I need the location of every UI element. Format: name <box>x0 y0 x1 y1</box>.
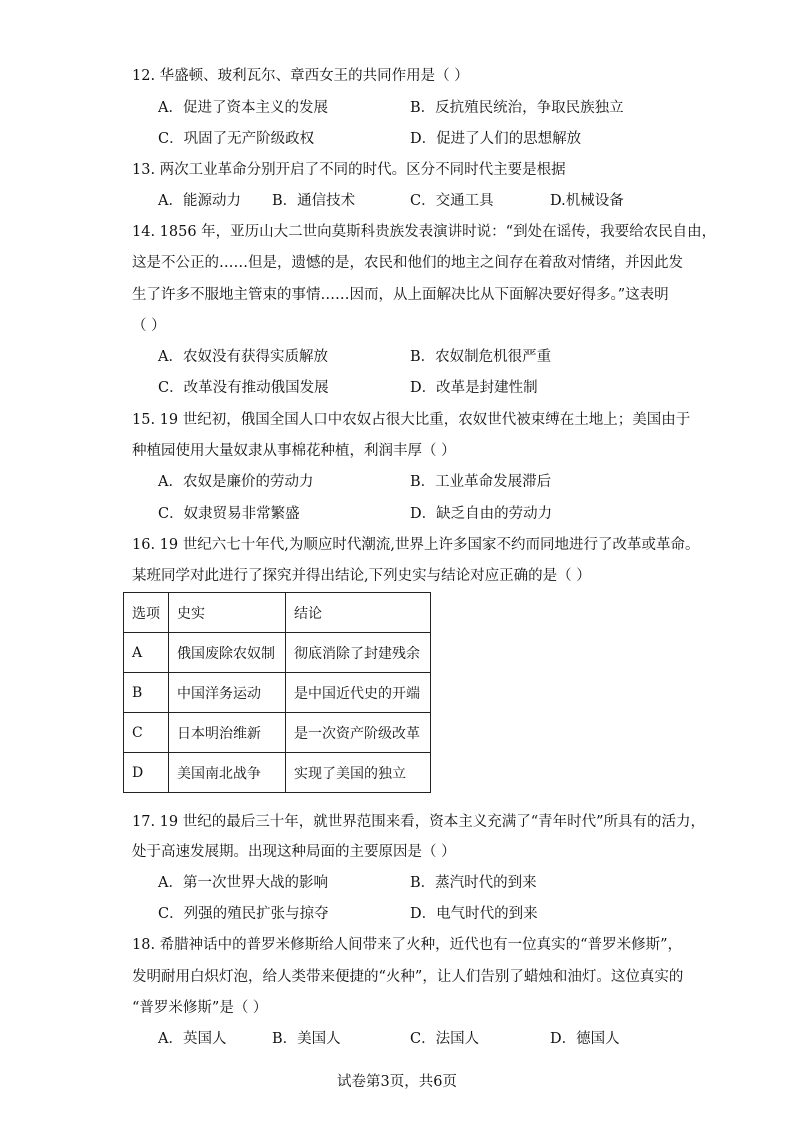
q18-stem-line1: 18. 希腊神话中的普罗米修斯给人间带来了火种，近代也有一位真实的“普罗米修斯”， <box>132 937 682 953</box>
table-cell: 是中国近代史的开端 <box>286 673 431 713</box>
table-cell: 彻底消除了封建残余 <box>286 633 431 673</box>
table-header-row <box>124 593 431 633</box>
q15-option-c: C．奴隶贸易非常繁盛 <box>158 506 300 522</box>
q13-stem: 13. 两次工业革命分别开启了不同的时代。区分不同时代主要是根据 <box>132 162 566 178</box>
q14-stem-line2: 这是不公正的……但是，遗憾的是，农民和他们的地主之间存在着敌对情绪，并因此发 <box>132 255 683 271</box>
q18-option-d: D．德国人 <box>550 1031 620 1047</box>
table-header-cell: 史实 <box>169 593 286 633</box>
table-cell: A <box>124 633 169 673</box>
q13-option-c: C．交通工具 <box>410 193 494 209</box>
q14-stem-line3: 生了许多不服地主管束的事情……因而，从上面解决比从下面解决要好得多。”这表明 <box>132 287 669 303</box>
q13-option-a: A．能源动力 <box>158 193 241 209</box>
page-footer: 试卷第3页，共6页 <box>337 1074 457 1090</box>
table-cell: C <box>124 713 169 753</box>
q12-option-a: A．促进了资本主义的发展 <box>158 100 328 116</box>
table-cell: 实现了美国的独立 <box>286 753 431 793</box>
q18-stem-line3: “普罗米修斯”是（ ） <box>132 1000 268 1016</box>
q18-stem-line2: 发明耐用白炽灯泡，给人类带来便捷的“火种”，让人们告别了蜡烛和油灯。这位真实的 <box>132 969 684 985</box>
q18-option-c: C．法国人 <box>410 1031 480 1047</box>
q14-stem-line1: 14. 1856 年，亚历山大二世向莫斯科贵族发表演讲时说：“到处在谣传，我要给农民自由， <box>132 224 717 240</box>
q17-option-a: A．第一次世界大战的影响 <box>158 875 328 891</box>
table-row <box>124 633 431 673</box>
table-cell: 俄国废除农奴制 <box>169 633 286 673</box>
q16-table <box>123 592 431 793</box>
table-row <box>124 673 431 713</box>
q12-option-d: D．促进了人们的思想解放 <box>410 131 582 147</box>
q14-option-b: B．农奴制危机很严重 <box>410 349 552 365</box>
q14-option-d: D．改革是封建性制 <box>410 380 538 396</box>
q17-option-b: B．蒸汽时代的到来 <box>410 875 537 891</box>
q16-stem-line2: 某班同学对此进行了探究并得出结论,下列史实与结论对应正确的是（ ） <box>132 568 591 584</box>
q15-stem-line1: 15. 19 世纪初，俄国全国人口中农奴占很大比重，农奴世代被束缚在土地上；美国由于 <box>132 412 691 428</box>
table-cell: 美国南北战争 <box>169 753 286 793</box>
q18-option-b: B．美国人 <box>272 1031 341 1047</box>
q15-stem-line2: 种植园使用大量奴隶从事棉花种植，利润丰厚（ ） <box>132 443 456 459</box>
q12-stem: 12. 华盛顿、玻利瓦尔、章西女王的共同作用是（ ） <box>132 68 469 84</box>
table-cell: D <box>124 753 169 793</box>
q14-option-c: C．改革没有推动俄国发展 <box>158 380 329 396</box>
q13-option-d: D.机械设备 <box>550 193 624 209</box>
table-row <box>124 753 431 793</box>
table-header-cell: 结论 <box>286 593 431 633</box>
table-cell: 日本明治维新 <box>169 713 286 753</box>
q18-option-a: A．英国人 <box>158 1031 227 1047</box>
q17-option-c: C．列强的殖民扩张与掠夺 <box>158 906 329 922</box>
table-cell: 是一次资产阶级改革 <box>286 713 431 753</box>
q15-option-b: B．工业革命发展滞后 <box>410 474 552 490</box>
q13-option-b: B．通信技术 <box>272 193 356 209</box>
q15-option-a: A．农奴是廉价的劳动力 <box>158 474 314 490</box>
table-header-cell: 选项 <box>124 593 169 633</box>
q12-option-b: B．反抗殖民统治，争取民族独立 <box>410 100 624 116</box>
q17-option-d: D．电气时代的到来 <box>410 906 538 922</box>
q14-stem-line4: （ ） <box>132 318 166 334</box>
table-row <box>124 713 431 753</box>
q16-stem-line1: 16. 19 世纪六七十年代,为顺应时代潮流,世界上许多国家不约而同地进行了改革或革命。 <box>132 537 700 553</box>
table-cell: B <box>124 673 169 713</box>
q17-stem-line2: 处于高速发展期。出现这种局面的主要原因是（ ） <box>132 844 456 860</box>
q15-option-d: D．缺乏自由的劳动力 <box>410 506 553 522</box>
q14-option-a: A．农奴没有获得实质解放 <box>158 349 328 365</box>
table-cell: 中国洋务运动 <box>169 673 286 713</box>
q17-stem-line1: 17. 19 世纪的最后三十年，就世界范围来看，资本主义充满了“青年时代”所具有的活力， <box>132 814 706 830</box>
q12-option-c: C．巩固了无产阶级政权 <box>158 131 315 147</box>
